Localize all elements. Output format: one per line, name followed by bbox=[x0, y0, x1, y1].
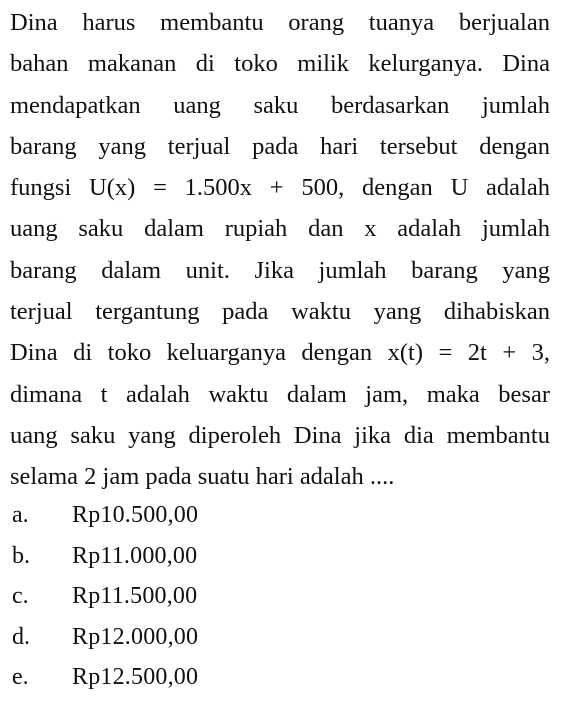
option-letter: c. bbox=[12, 583, 29, 609]
question-line: Dina di toko keluarganya dengan x(t) = 2t + 3, bbox=[10, 339, 550, 367]
question-line: fungsi U(x) = 1.500x + 500, dengan U adalah bbox=[10, 174, 550, 202]
question-line: bahan makanan di toko milik kelurganya. Dina bbox=[10, 50, 550, 78]
question-line: barang yang terjual pada hari tersebut dengan bbox=[10, 132, 550, 160]
question-text bbox=[10, 2, 550, 498]
question-line: dimana t adalah waktu dalam jam, maka besar bbox=[10, 380, 550, 408]
option-value: Rp11.500,00 bbox=[72, 583, 198, 609]
option-c[interactable] bbox=[12, 576, 198, 617]
answer-options bbox=[12, 495, 198, 698]
option-b[interactable] bbox=[12, 536, 198, 577]
option-value: Rp10.500,00 bbox=[72, 502, 199, 528]
option-letter: d. bbox=[12, 623, 30, 650]
option-a[interactable] bbox=[12, 495, 198, 536]
question-line: terjual tergantung pada waktu yang dihabiskan bbox=[10, 298, 550, 326]
question-line: mendapatkan uang saku berdasarkan jumlah bbox=[10, 91, 550, 119]
question-line: uang saku dalam rupiah dan x adalah jumlah bbox=[10, 215, 550, 243]
question-line: barang dalam unit. Jika jumlah barang yang bbox=[10, 256, 550, 284]
option-e[interactable] bbox=[12, 657, 198, 698]
question-line: uang saku yang diperoleh Dina jika dia membantu bbox=[10, 421, 550, 449]
option-value: Rp11.000,00 bbox=[72, 542, 198, 569]
option-letter: a. bbox=[12, 502, 29, 528]
option-value: Rp12.500,00 bbox=[72, 664, 199, 690]
question-line: Dina harus membantu orang tuanya berjualan bbox=[10, 9, 550, 36]
option-letter: b. bbox=[12, 542, 30, 569]
option-value: Rp12.000,00 bbox=[72, 623, 199, 650]
option-letter: e. bbox=[12, 664, 29, 690]
option-d[interactable] bbox=[12, 617, 198, 658]
question-line: selama 2 jam pada suatu hari adalah .... bbox=[10, 463, 395, 491]
